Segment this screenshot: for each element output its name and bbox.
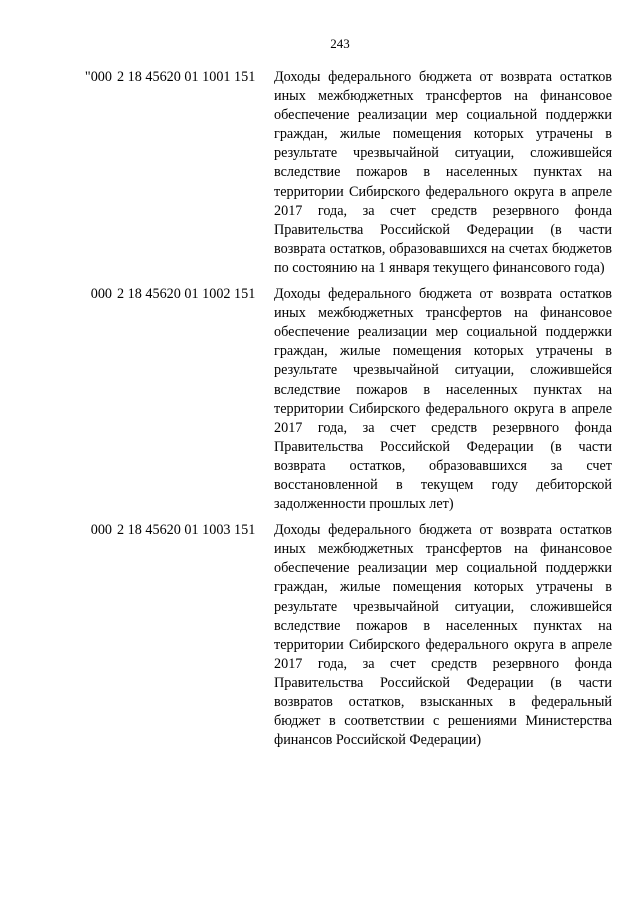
kbk-code: 2 18 45620 01 1001 151 bbox=[117, 69, 256, 85]
row-description: Доходы федерального бюджета от возврата остатков иных межбюджетных трансфертов на финансовое обеспечение реализации мер социальной поддержки граждан, жилые помещения которых утрачены в результате чрезвычайной ситуации, сложившейся вследствие пожаров в населенных пунктах на территории Сибирского федерального округа в апреле 2017 года, за счет средств резервного фонда Правительства Российской Федерации (в части возврата остатков, образовавшихся на счетах бюджетов по состоянию на 1 января текущего финансового года) bbox=[274, 69, 612, 276]
table-row bbox=[0, 68, 640, 278]
row-description: Доходы федерального бюджета от возврата остатков иных межбюджетных трансфертов на финансовое обеспечение реализации мер социальной поддержки граждан, жилые помещения которых утрачены в результате чрезвычайной ситуации, сложившейся вследствие пожаров в населенных пунктах на территории Сибирского федерального округа в апреле 2017 года, за счет средств резервного фонда Правительства Российской Федерации (в части возврата остатков, образовавшихся за счет восстановленной в текущем году дебиторской задолженности прошлых лет) bbox=[274, 286, 612, 513]
kbk-code: 2 18 45620 01 1002 151 bbox=[117, 286, 256, 303]
budget-code-table bbox=[0, 68, 640, 757]
kbk-code: 2 18 45620 01 1003 151 bbox=[117, 522, 256, 539]
admin-code: 000 bbox=[90, 286, 112, 303]
table-row bbox=[0, 285, 640, 514]
admin-code: 000 bbox=[90, 522, 112, 539]
row-description: Доходы федерального бюджета от возврата остатков иных межбюджетных трансфертов на финансовое обеспечение реализации мер социальной поддержки граждан, жилые помещения которых утрачены в результате чрезвычайной ситуации, сложившейся вследствие пожаров в населенных пунктах на территории Сибирского федерального округа в апреле 2017 года, за счет средств резервного фонда Правительства Российской Федерации (в части возвратов остатков, взысканных в федеральный бюджет в соответствии с решениями Министерства финансов Российской Федерации) bbox=[274, 522, 612, 749]
page-number: 243 bbox=[330, 36, 350, 51]
admin-code: "000 bbox=[84, 69, 112, 85]
table-row bbox=[0, 521, 640, 750]
